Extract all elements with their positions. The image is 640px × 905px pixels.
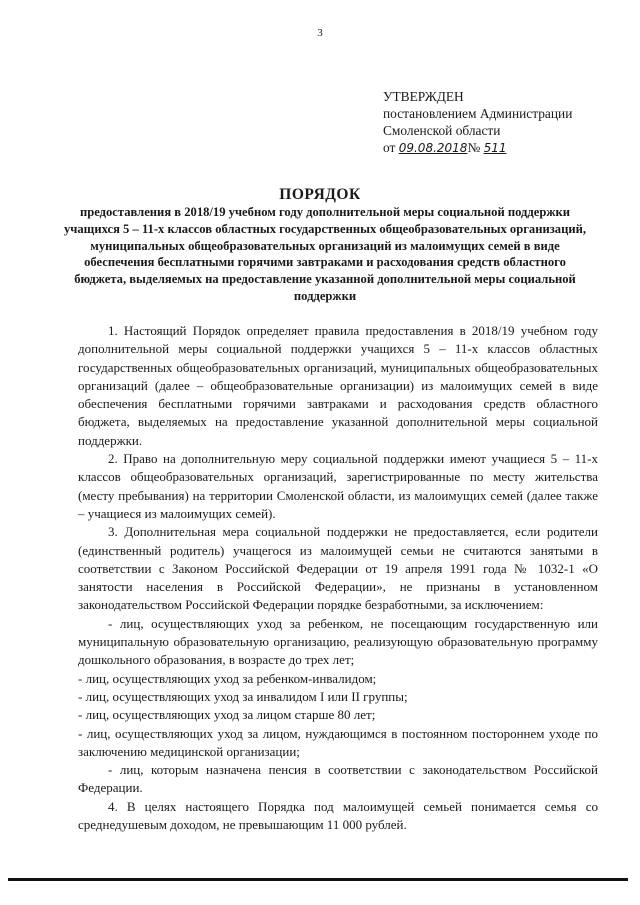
exception-item-6: - лиц, которым назначена пенсия в соответствии с законодательством Российской Федерации. — [78, 762, 598, 796]
date-prefix: от — [383, 140, 399, 155]
exception-item-2: - лиц, осуществляющих уход за ребенком-инвалидом; — [78, 670, 377, 686]
document-title: ПОРЯДОК — [279, 186, 361, 203]
document-subtitle: предоставления в 2018/19 учебном году дополнительной меры социальной поддержки учащихся 5 – 11-х классов областных государственных общеобразовательных организаций, муниципальных общеобразовательных организаций из малоимущих семей в виде обеспечения бесплатными горячими завтраками и расходования средств областного бюджета, выделяемых на предоставление указанной дополнительной меры социальной поддержки — [63, 205, 587, 303]
handwritten-date: 09.08.2018 — [398, 141, 468, 155]
bottom-scan-border — [8, 878, 628, 881]
page-number: 3 — [317, 27, 323, 39]
paragraph-4: 4. В целях настоящего Порядка под малоимущей семьей понимается семья со среднедушевым доходом, не превышающим 11 000 рублей. — [78, 798, 598, 833]
document-body — [78, 322, 598, 834]
exception-item-1: - лиц, осуществляющих уход за ребенком, не посещающим государственную или муниципальную образовательную организацию, реализующую образовательную программу дошкольного образования, в возрасте до трех лет; — [78, 615, 598, 668]
exception-item-4: - лиц, осуществляющих уход за лицом старше 80 лет; — [78, 707, 376, 723]
approval-heading: УТВЕРЖДЕН — [383, 89, 464, 104]
exception-item-5: - лиц, осуществляющих уход за лицом, нуждающимся в постоянном постороннем уходе по заключению медицинской организации; — [78, 725, 598, 759]
paragraph-2: 2. Право на дополнительную меру социальной поддержки имеют учащиеся 5 – 11-х классов общеобразовательных организаций, зарегистрированные по месту жительства (месту пребывания) на территории Смоленской области, из малоимущих семей (далее также – учащиеся из малоимущих семей). — [78, 451, 598, 521]
approval-date-line — [383, 139, 572, 157]
paragraph-1: 1. Настоящий Порядок определяет правила предоставления в 2018/19 учебном году дополнительной меры социальной поддержки учащихся 5 – 11-х классов областных государственных общеобразовательных организаций, муниципальных общеобразовательных организаций (далее – общеобразовательные организации) из малоимущих семей в виде обеспечения бесплатными горячими завтраками и расходования средств областного бюджета, выделяемых на предоставление указанной дополнительной меры социальной поддержки. — [78, 323, 598, 448]
approval-region-line: Смоленской области — [383, 123, 501, 138]
number-prefix: № — [467, 140, 484, 155]
approval-stamp-block — [383, 88, 572, 157]
handwritten-number: 511 — [483, 141, 507, 155]
paragraph-3: 3. Дополнительная мера социальной поддержки не предоставляется, если родители (единственный родитель) учащегося из малоимущей семьи не считаются занятыми в соответствии с Законом Российской Федерации от 19 апреля 1991 года № 1032-1 «О занятости населения в Российской Федерации», не признаны в установленном законодательством Российской Федерации порядке безработными, за исключением: — [78, 524, 598, 613]
approval-issuer-line: постановлением Администрации — [383, 106, 573, 121]
exception-item-3: - лиц, осуществляющих уход за инвалидом I или II группы; — [78, 688, 408, 704]
